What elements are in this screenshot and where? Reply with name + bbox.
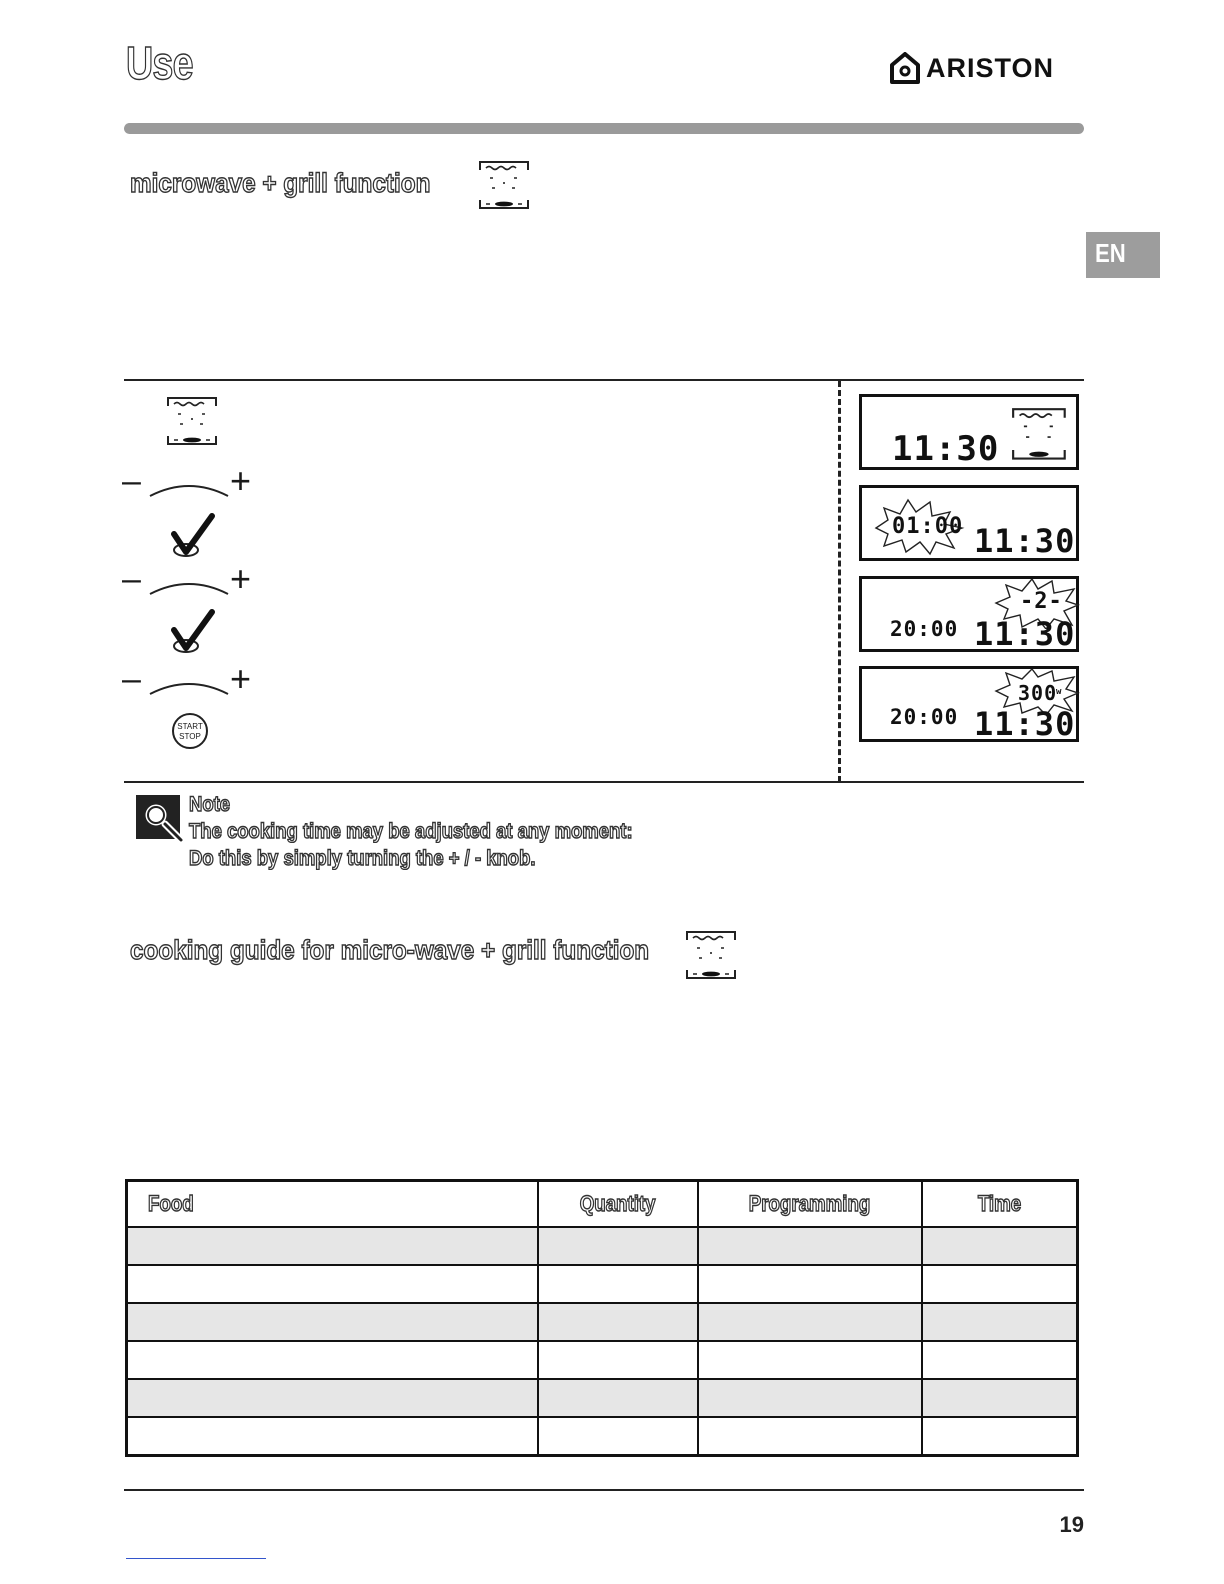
- language-label: EN: [1095, 238, 1126, 268]
- lcd-display-3: [859, 576, 1079, 652]
- table-row: [127, 1303, 1078, 1341]
- column-header-programming: [698, 1181, 922, 1228]
- procedure-top-rule: [124, 379, 1084, 381]
- magnifier-icon: [135, 794, 185, 844]
- lcd-timer: 20:00: [890, 617, 959, 641]
- procedure-bottom-rule: [124, 781, 1084, 783]
- footer-link-underline: [126, 1558, 266, 1559]
- column-header-quantity: [538, 1181, 698, 1228]
- table-cell: [922, 1379, 1078, 1417]
- table-cell: [538, 1227, 698, 1265]
- lcd-display-2: [859, 485, 1079, 561]
- plus-sign: +: [230, 658, 252, 699]
- table-row: [127, 1417, 1078, 1456]
- table-cell: [538, 1417, 698, 1456]
- lcd-power-unit: w: [1056, 687, 1063, 697]
- start-stop-button[interactable]: [172, 713, 208, 749]
- section-heading-cooking-guide: cooking guide for micro-wave + grill function: [130, 935, 650, 965]
- column-label: Food: [148, 1191, 194, 1216]
- lcd-power-level: -2-: [1020, 589, 1063, 614]
- checkmark-icon[interactable]: [168, 512, 216, 560]
- footer-rule: [124, 1489, 1084, 1491]
- plus-minus-knob[interactable]: [122, 462, 262, 502]
- header-divider: [124, 123, 1084, 134]
- plus-sign: +: [230, 460, 252, 501]
- column-label: Programming: [749, 1191, 871, 1216]
- microwave-grill-icon: [478, 160, 532, 214]
- plus-sign: +: [230, 558, 252, 599]
- table-cell: [127, 1379, 539, 1417]
- minus-sign: –: [122, 560, 141, 598]
- column-label: Quantity: [580, 1191, 656, 1216]
- cooking-guide-table: [125, 1179, 1079, 1457]
- table-row: [127, 1341, 1078, 1379]
- procedure-dashed-divider: [838, 381, 841, 782]
- table-cell: [127, 1417, 539, 1456]
- table-cell: [127, 1227, 539, 1265]
- note-title: Note: [189, 793, 231, 816]
- start-label: START: [177, 722, 203, 731]
- lcd-clock: 11:30: [974, 705, 1076, 743]
- microwave-grill-icon: [1010, 407, 1070, 465]
- note-line-1: The cooking time may be adjusted at any moment:: [189, 820, 633, 843]
- page-number: 19: [1059, 1512, 1084, 1537]
- lcd-power: 300: [1018, 681, 1058, 705]
- stop-label: STOP: [179, 732, 201, 741]
- lcd-timer: 20:00: [890, 705, 959, 729]
- column-header-time: [922, 1181, 1078, 1228]
- knob-arc-icon: [148, 480, 230, 498]
- table-row: [127, 1379, 1078, 1417]
- lcd-display-1: [859, 394, 1079, 470]
- checkmark-icon[interactable]: [168, 608, 216, 656]
- table-row: [127, 1227, 1078, 1265]
- lcd-timer: 01:00: [892, 514, 964, 539]
- lcd-clock: 11:30: [892, 429, 1000, 469]
- section-heading-microwave-grill: microwave + grill function: [130, 168, 431, 198]
- plus-minus-knob[interactable]: [122, 660, 262, 700]
- table-cell: [922, 1341, 1078, 1379]
- note-line-2: Do this by simply turning the + / - knob.: [189, 847, 536, 870]
- minus-sign: –: [122, 462, 141, 500]
- plus-minus-knob[interactable]: [122, 560, 262, 600]
- column-header-food: [127, 1181, 539, 1228]
- language-tab: [1086, 232, 1160, 278]
- table-cell: [922, 1417, 1078, 1456]
- table-cell: [922, 1265, 1078, 1303]
- lcd-clock: 11:30: [974, 522, 1076, 560]
- table-cell: [698, 1227, 922, 1265]
- lcd-clock: 11:30: [974, 615, 1076, 653]
- table-cell: [538, 1341, 698, 1379]
- table-cell: [922, 1227, 1078, 1265]
- ariston-house-icon: [890, 52, 920, 84]
- table-row: [127, 1265, 1078, 1303]
- brand-logo: [890, 52, 1054, 84]
- table-cell: [698, 1341, 922, 1379]
- table-cell: [127, 1303, 539, 1341]
- table-cell: [538, 1265, 698, 1303]
- microwave-grill-icon[interactable]: [166, 396, 220, 450]
- table-cell: [698, 1265, 922, 1303]
- page-title: Use: [126, 37, 193, 89]
- table-cell: [698, 1303, 922, 1341]
- table-cell: [127, 1341, 539, 1379]
- table-cell: [538, 1303, 698, 1341]
- column-label: Time: [977, 1191, 1022, 1216]
- minus-sign: –: [122, 660, 141, 698]
- table-cell: [127, 1265, 539, 1303]
- table-cell: [698, 1379, 922, 1417]
- table-cell: [538, 1379, 698, 1417]
- knob-arc-icon: [148, 678, 230, 696]
- microwave-grill-icon: [685, 930, 739, 984]
- table-cell: [922, 1303, 1078, 1341]
- lcd-display-4: [859, 666, 1079, 742]
- brand-name: ARISTON: [926, 52, 1055, 83]
- knob-arc-icon: [148, 578, 230, 596]
- table-header-row: [127, 1181, 1078, 1228]
- table-cell: [698, 1417, 922, 1456]
